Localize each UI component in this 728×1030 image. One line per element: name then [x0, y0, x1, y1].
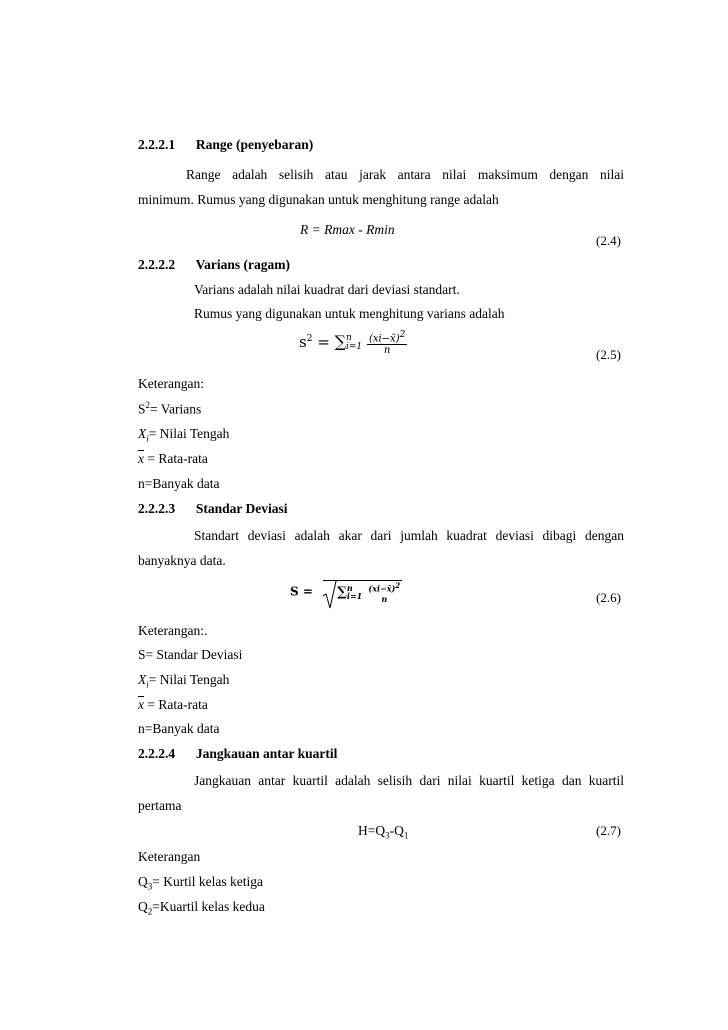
legend-item-s: S= Standar Deviasi — [138, 647, 243, 662]
paragraph-line: Varians adalah nilai kuadrat dari deviasi standart. — [194, 282, 460, 297]
section-title: Range (penyebaran) — [195, 137, 314, 152]
paragraph-line: Range adalah selisih atau jarak antara nilai maksimum dengan nilai — [186, 167, 624, 182]
section-heading-range — [138, 137, 313, 153]
keterangan-title: Keterangan:. — [138, 623, 208, 638]
section-title: Standar Deviasi — [195, 501, 288, 516]
paragraph-line: minimum. Rumus yang digunakan untuk menghitung range adalah — [138, 192, 499, 207]
section-heading-varians — [138, 257, 290, 273]
paragraph-line: Standart deviasi adalah akar dari jumlah kuadrat deviasi dibagi dengan — [194, 528, 624, 543]
keterangan-title: Keterangan — [138, 849, 201, 864]
formula-varians: $s^2$ = ∑ n i=1 $\frac{(xi-x̄)^2}{n}$ — [299, 330, 406, 357]
legend-item-n: n=Banyak data — [138, 476, 220, 491]
section-title: Varians (ragam) — [195, 257, 291, 272]
legend-item-xi: $X_i=$ Nilai Tengah — [138, 426, 230, 444]
equation-number: (2.5) — [596, 347, 621, 362]
legend-item-n: n=Banyak data — [138, 721, 220, 736]
legend-item-s2: $S^2=$ Varians — [138, 400, 202, 417]
formula-range: R = Rmax - Rmin — [300, 222, 395, 237]
sqrt-icon — [323, 580, 337, 610]
section-title: Jangkauan antar kuartil — [195, 746, 338, 761]
paragraph-line: pertama — [138, 798, 182, 813]
fraction: $\frac{(xi-x̄)^2}{n}$ — [368, 330, 406, 357]
legend-item-xi: $X_i=$ Nilai Tengah — [138, 672, 230, 690]
keterangan-title: Keterangan: — [138, 376, 204, 391]
sqrt-radical: ∑ n i=1 (xi−x̄)$^2$ n — [323, 580, 402, 604]
equation-number: (2.4) — [596, 233, 621, 248]
legend-item-xbar: $\overline{x}$ = Rata-rata — [138, 697, 208, 712]
paragraph-line: Rumus yang digunakan untuk menghitung varians adalah — [194, 306, 505, 321]
legend-item-xbar: $\overline{x}$ = Rata-rata — [138, 451, 208, 466]
section-number: 2.2.2.2 — [138, 257, 176, 272]
legend-item-q2: $Q_2=Kuartil$ kelas kedua — [138, 899, 265, 917]
section-heading-jangkauan — [138, 746, 337, 762]
paragraph-line: Jangkauan antar kuartil adalah selisih dari nilai kuartil ketiga dan kuartil — [194, 773, 624, 788]
section-number: 2.2.2.4 — [138, 746, 176, 761]
fraction: (xi−x̄)$^2$ n — [368, 581, 401, 604]
equation-number: (2.7) — [596, 823, 621, 838]
section-heading-standar-deviasi — [138, 501, 288, 517]
equation-number: (2.6) — [596, 590, 621, 605]
paragraph-line: banyaknya data. — [138, 553, 226, 568]
formula-standar-deviasi: S = ∑ n i=1 (xi−x̄)$^2$ n — [290, 580, 402, 604]
formula-jangkauan: $H=Q_3-Q_1$ — [358, 823, 409, 841]
section-number: 2.2.2.3 — [138, 501, 176, 516]
section-number: 2.2.2.1 — [138, 137, 176, 152]
legend-item-q3: $Q_3=$ Kurtil kelas ketiga — [138, 874, 263, 892]
